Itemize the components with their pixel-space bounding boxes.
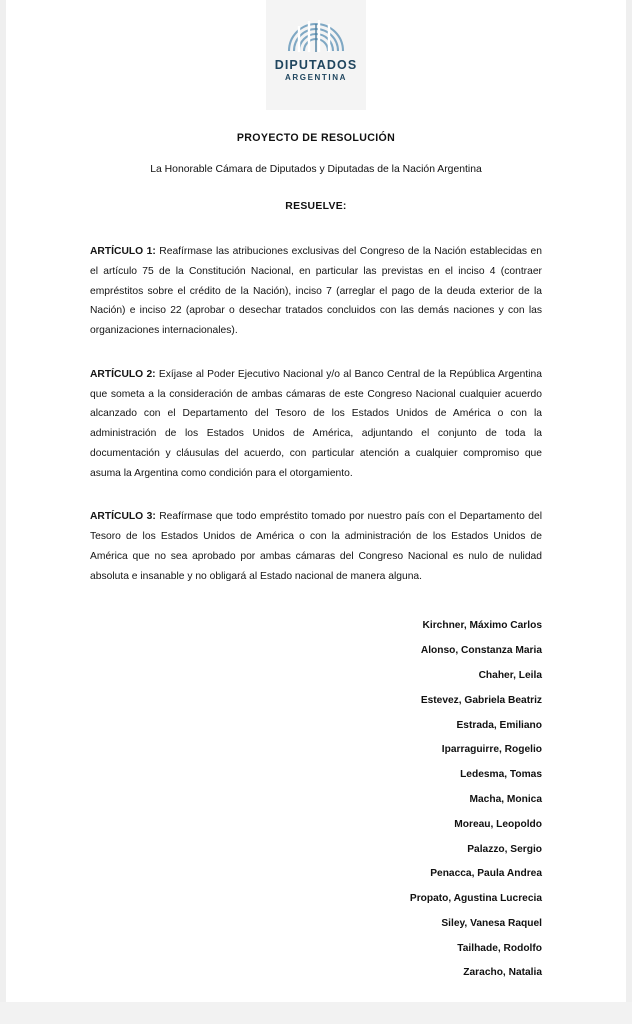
fan-rays-icon [285,18,347,52]
resolves-heading: RESUELVE: [285,201,347,212]
list-item: Estrada, Emiliano [456,719,542,731]
list-item: Chaher, Leila [478,670,542,682]
signature-list [90,614,542,986]
page-left-edge [0,0,6,1024]
article-3 [90,507,542,586]
list-item: Penacca, Paula Andrea [430,868,542,880]
list-item: Alonso, Constanza Maria [420,645,542,657]
page-right-edge [626,0,632,1024]
document-body [90,132,542,986]
chamber-line: La Honorable Cámara de Diputados y Diputadas de la Nación Argentina [150,164,482,175]
article-1-text: Reafírmase las atribuciones exclusivas del Congreso de la Nación establecidas en el artículo 75 de la Constitución Nacional, en particular las previstas en el inciso 4 (contraer empréstitos sobre el crédito de la Nación), inciso 7 (arreglar el pago de la deuda exterior de la Nación) e inciso 22 (aprobar o desechar tratados concluidos con las demás naciones y con las organizaciones internacionales). [90,246,542,337]
article-2-label: ARTÍCULO 2: [90,368,156,380]
logo-submark: ARGENTINA [285,72,347,82]
list-item: Zaracho, Natalia [463,967,542,979]
list-item: Moreau, Leopoldo [454,818,542,830]
list-item: Palazzo, Sergio [467,843,542,855]
article-2 [90,365,542,484]
letterhead-logo [266,0,366,110]
list-item: Ledesma, Tomas [460,769,542,781]
list-item: Iparraguirre, Rogelio [441,744,542,756]
article-1-label: ARTÍCULO 1: [90,246,156,257]
list-item: Propato, Agustina Lucrecia [409,893,542,905]
list-item: Tailhade, Rodolfo [457,942,542,954]
list-item: Estevez, Gabriela Beatriz [420,694,542,706]
article-3-text: Reafírmase que todo empréstito tomado por nuestro país con el Departamento del Tesoro de los Estados Unidos de América o con la administración de los Estados Unidos de América que no sea aprobado por ambas cámaras del Congreso Nacional es nulo de nulidad absoluta e insanable y no obligará al Estado nacional de manera alguna. [90,511,542,582]
article-1 [90,242,542,341]
page-title: PROYECTO DE RESOLUCIÓN [236,132,396,144]
list-item: Macha, Monica [469,793,542,805]
list-item: Siley, Vanesa Raquel [441,917,542,929]
list-item: Kirchner, Máximo Carlos [422,620,542,632]
page-bottom-edge [0,1002,632,1024]
article-3-label: ARTÍCULO 3: [90,511,156,523]
logo-wordmark: DIPUTADOS [274,58,358,72]
article-2-text: Exíjase al Poder Ejecutivo Nacional y/o al Banco Central de la República Argentina que someta a la consideración de ambas cámaras de este Congreso Nacional cualquier acuerdo alcanzado con el Departamento del Tesoro de los Estados Unidos de América o con la administración de los Estados Unidos de América, adjuntando el conjunto de toda la documentación y cláusulas del acuerdo, con particular atención a cualquier compromiso que asuma la Argentina como condición para el otorgamiento. [90,368,542,479]
